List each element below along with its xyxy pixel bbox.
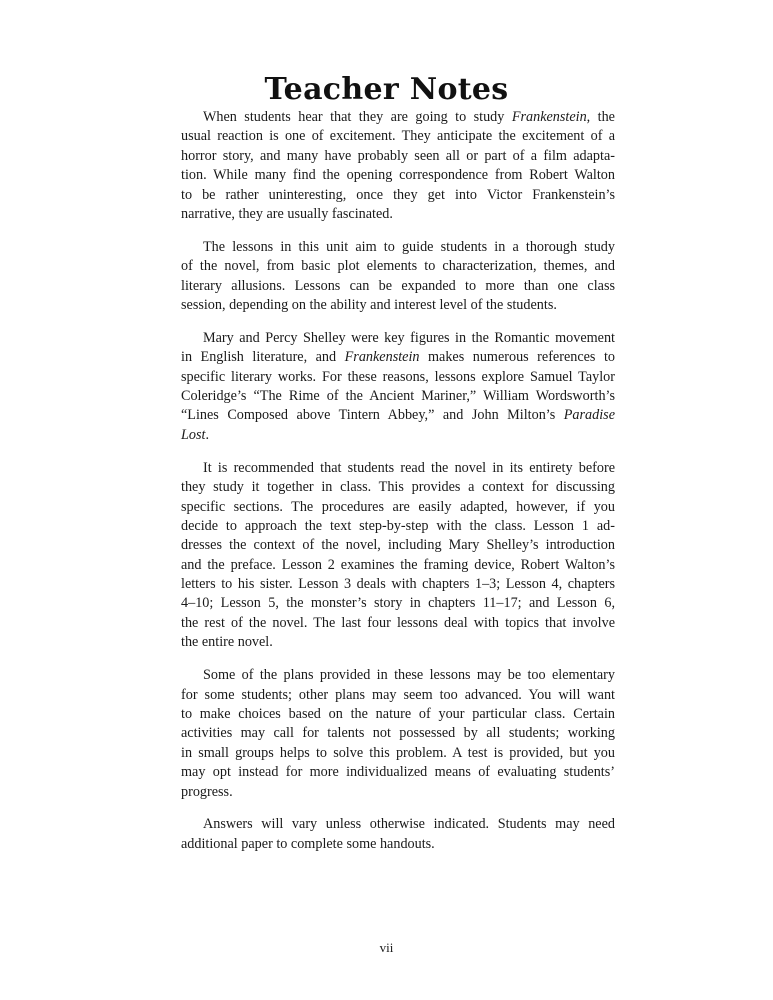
text-segment: Mary and Percy Shelley were key figures in the Romantic movement bbox=[203, 329, 615, 346]
text-segment: 4–10; Lesson 5, the monster’s story in chapters 11–17; and Lesson 6, bbox=[181, 595, 615, 612]
text-segment: session, depending on the ability and interest level of the students. bbox=[181, 297, 557, 314]
text-line bbox=[181, 724, 615, 743]
text-segment: letters to his sister. Lesson 3 deals with chapters 1–3; Lesson 4, chapters bbox=[181, 576, 615, 593]
text-segment: additional paper to complete some handouts. bbox=[181, 835, 435, 852]
text-line bbox=[181, 147, 615, 166]
page-title: Teacher Notes bbox=[264, 72, 509, 108]
text-segment: Some of the plans provided in these lessons may be too elementary bbox=[203, 667, 615, 684]
text-line bbox=[181, 686, 615, 705]
text-line bbox=[181, 296, 615, 315]
paragraph bbox=[181, 666, 615, 802]
text-line bbox=[181, 744, 615, 763]
text-segment: “Lines Composed above Tintern Abbey,” and John Milton’s bbox=[181, 407, 564, 424]
text-segment: the rest of the novel. The last four lessons deal with topics that involve bbox=[181, 614, 615, 631]
paragraph bbox=[181, 329, 615, 445]
text-line bbox=[181, 705, 615, 724]
text-line bbox=[181, 666, 615, 685]
text-segment: literary allusions. Lessons can be expanded to more than one class bbox=[181, 277, 615, 294]
text-segment: decide to approach the text step-by-step with the class. Lesson 1 ad- bbox=[181, 517, 615, 534]
italic-text: Paradise bbox=[563, 407, 615, 424]
text-line bbox=[181, 426, 615, 445]
text-segment: to be rather uninteresting, once they get into Victor Frankenstein’s bbox=[181, 186, 615, 203]
text-line bbox=[181, 257, 615, 276]
text-line bbox=[181, 108, 615, 127]
text-line bbox=[181, 348, 615, 367]
text-segment: progress. bbox=[181, 783, 233, 800]
text-segment: to make choices based on the nature of your particular class. Certain bbox=[181, 705, 615, 722]
text-segment: tion. While many find the opening correspondence from Robert Walton bbox=[181, 167, 615, 184]
text-segment: When students hear that they are going to study bbox=[203, 109, 512, 125]
text-line bbox=[181, 406, 615, 425]
text-line bbox=[181, 329, 615, 348]
text-line bbox=[181, 387, 615, 406]
text-line bbox=[181, 815, 615, 834]
italic-text: Frankenstein bbox=[344, 349, 420, 366]
text-line bbox=[181, 594, 615, 613]
paragraph bbox=[181, 238, 615, 316]
text-segment: may opt instead for more individualized means of evaluating students’ bbox=[181, 764, 615, 781]
text-segment: in small groups helps to solve this problem. A test is provided, but you bbox=[181, 744, 615, 761]
text-line bbox=[181, 835, 615, 854]
text-segment: . bbox=[205, 426, 209, 443]
text-segment: activities may call for talents not possessed by all students; working bbox=[181, 725, 615, 742]
text-segment: specific sections. The procedures are easily adapted, however, if you bbox=[181, 498, 615, 515]
text-line bbox=[181, 459, 615, 478]
text-segment: dresses the context of the novel, including Mary Shelley’s introduction bbox=[181, 537, 615, 554]
text-line bbox=[181, 238, 615, 257]
text-segment: specific literary works. For these reasons, lessons explore Samuel Taylor bbox=[181, 368, 615, 385]
italic-text: Frankenstein bbox=[511, 109, 587, 125]
text-line bbox=[181, 536, 615, 555]
paragraph bbox=[181, 459, 615, 653]
italic-text: Lost bbox=[181, 426, 206, 443]
text-segment: It is recommended that students read the novel in its entirety before bbox=[203, 459, 615, 476]
text-line bbox=[181, 277, 615, 296]
text-line bbox=[181, 517, 615, 536]
text-segment: they study it together in class. This provides a context for discussing bbox=[181, 479, 615, 496]
document-body bbox=[181, 108, 615, 868]
paragraph bbox=[181, 815, 615, 854]
text-line bbox=[181, 633, 615, 652]
text-line bbox=[181, 186, 615, 205]
text-segment: in English literature, and bbox=[181, 349, 345, 366]
text-line bbox=[181, 614, 615, 633]
text-line bbox=[181, 763, 615, 782]
text-segment: The lessons in this unit aim to guide students in a thorough study bbox=[203, 238, 615, 255]
page-number: vii bbox=[379, 940, 394, 955]
text-line bbox=[181, 556, 615, 575]
text-segment: the entire novel. bbox=[181, 634, 273, 651]
text-line bbox=[181, 127, 615, 146]
text-segment: and the preface. Lesson 2 examines the framing device, Robert Walton’s bbox=[181, 556, 615, 573]
text-line bbox=[181, 478, 615, 497]
text-line bbox=[181, 205, 615, 224]
text-segment: of the novel, from basic plot elements to characterization, themes, and bbox=[181, 258, 615, 275]
paragraph bbox=[181, 108, 615, 224]
text-line bbox=[181, 575, 615, 594]
text-segment: makes numerous references to bbox=[419, 349, 615, 366]
text-line bbox=[181, 166, 615, 185]
text-line bbox=[181, 783, 615, 802]
text-line bbox=[181, 368, 615, 387]
text-segment: narrative, they are usually fascinated. bbox=[181, 205, 393, 222]
text-segment: usual reaction is one of excitement. They anticipate the excitement of a bbox=[181, 128, 615, 145]
text-segment: Coleridge’s “The Rime of the Ancient Mariner,” William Wordsworth’s bbox=[181, 388, 615, 405]
text-segment: for some students; other plans may seem too advanced. You will want bbox=[181, 686, 615, 703]
text-segment: Answers will vary unless otherwise indicated. Students may need bbox=[203, 816, 615, 833]
text-line bbox=[181, 498, 615, 517]
text-segment: horror story, and many have probably seen all or part of a film adapta- bbox=[181, 147, 615, 164]
text-segment: , the bbox=[586, 109, 615, 125]
